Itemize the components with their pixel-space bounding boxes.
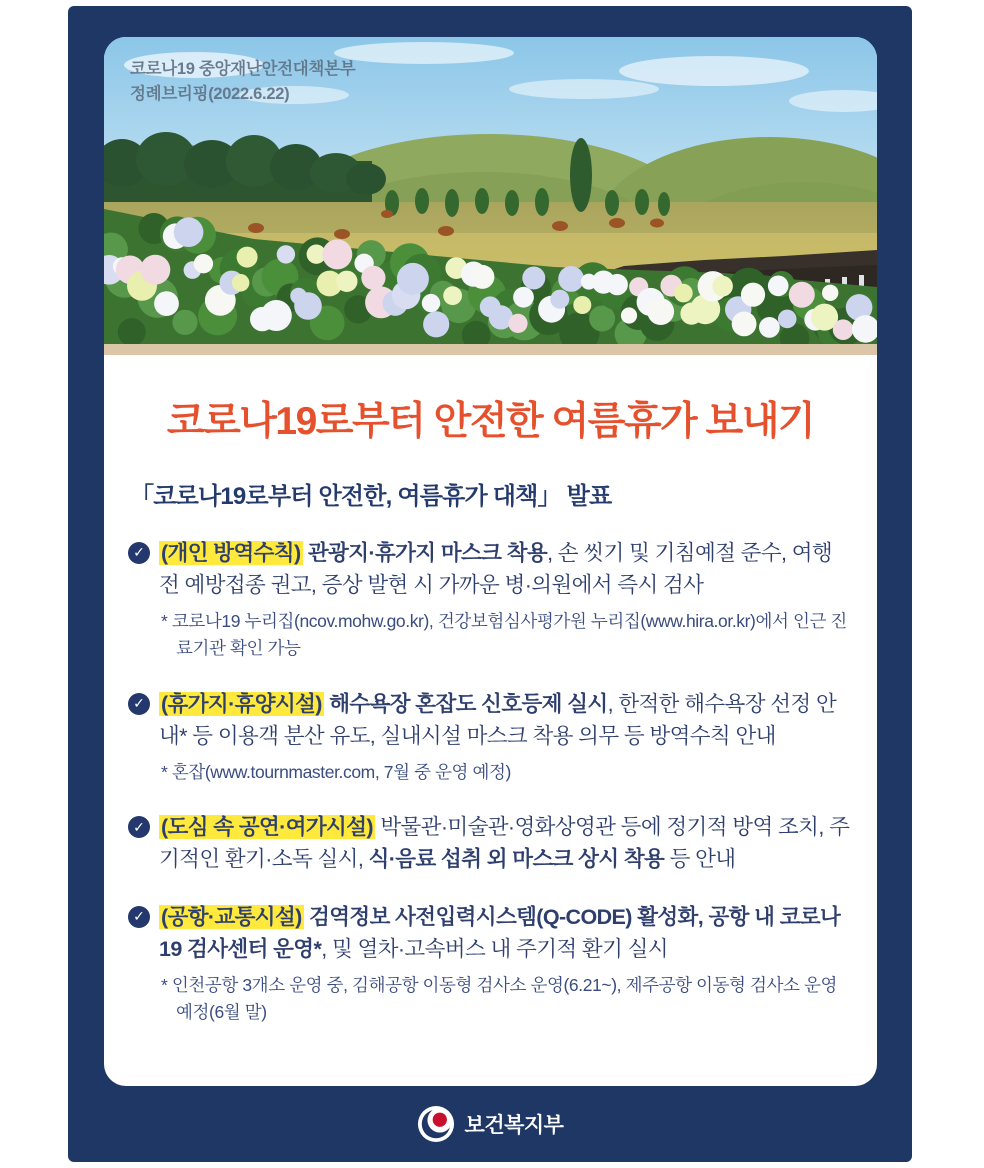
korea-government-emblem-icon <box>417 1105 455 1143</box>
policy-text <box>159 537 853 602</box>
subtitle: 「코로나19로부터 안전한, 여름휴가 대책」 발표 <box>130 482 612 510</box>
briefing-caption <box>130 57 355 107</box>
policy-item-urban-leisure <box>128 811 853 876</box>
policy-lead-text: 관광지·휴가지 마스크 착용 <box>302 540 548 565</box>
header-photo <box>104 37 877 344</box>
poster-card <box>68 6 912 1162</box>
check-icon: ✓ <box>128 816 150 838</box>
announcement-body <box>104 399 877 1026</box>
policy-lead-text: 식·음료 섭취 외 마스크 상시 착용 <box>368 847 665 872</box>
policy-footnote: * 코로나19 누리집(ncov.mohw.go.kr), 건강보험심사평가원 누리집(www.hira.or.kr)에서 인근 진료기관 확인 가능 <box>161 611 847 659</box>
policy-rest-text: , 한적한 해수욕장 선정 안내* 등 이용객 분산 유도, 실내시설 마스크 착용 의무 등 방역수칙 안내 <box>159 691 837 748</box>
policy-footnote: * 인천공항 3개소 운영 중, 김해공항 이동형 검사소 운영(6.21~), 제주공항 이동형 검사소 운영 예정(6월 말) <box>161 975 838 1023</box>
policy-pre-text: 박물관·미술관·영화상영관 등에 정기적 방역 조치, 주기적인 환기·소독 실시, <box>159 815 850 872</box>
check-icon: ✓ <box>128 693 150 715</box>
policy-tag: (공항·교통시설) <box>161 904 302 929</box>
policy-item-vacation-facilities <box>128 688 853 787</box>
briefing-org-line: 코로나19 중앙재난안전대책본부 <box>130 60 356 78</box>
footer <box>68 1086 912 1162</box>
page-title: 코로나19로부터 안전한 여름휴가 보내기 <box>166 400 815 443</box>
policy-tag: (도심 속 공연·여가시설) <box>161 815 373 840</box>
ministry-label: 보건복지부 <box>464 1114 564 1137</box>
content-panel <box>104 37 877 1086</box>
policy-rest-text: , 및 열차·고속버스 내 주기적 환기 실시 <box>321 936 668 961</box>
check-icon: ✓ <box>128 542 150 564</box>
policy-lead-text: 해수욕장 혼잡도 신호등제 실시 <box>323 691 608 716</box>
policy-rest-text: 등 안내 <box>664 847 736 872</box>
policy-tag: (개인 방역수칙) <box>161 540 301 565</box>
policy-lead-text: 검역정보 사전입력시스템(Q-CODE) 활성화, 공항 내 코로나19 검사센터 운영* <box>159 904 841 961</box>
policy-item-airport-transport <box>128 901 853 1027</box>
policy-list <box>128 537 853 1027</box>
policy-text <box>159 688 853 753</box>
policy-item-personal <box>128 537 853 663</box>
policy-rest-text: , 손 씻기 및 기침예절 준수, 여행 전 예방접종 권고, 증상 발현 시 가까운 병·의원에서 즉시 검사 <box>159 540 833 598</box>
check-icon: ✓ <box>128 906 150 928</box>
photo-divider-strip <box>104 344 877 355</box>
policy-text <box>159 901 853 966</box>
policy-footnote: * 혼잡(www.tournmaster.com, 7월 중 운영 예정) <box>161 762 511 783</box>
policy-text <box>159 811 853 876</box>
briefing-date-line: 정례브리핑(2022.6.22) <box>130 84 290 103</box>
policy-tag: (휴가지·휴양시설) <box>161 691 322 716</box>
